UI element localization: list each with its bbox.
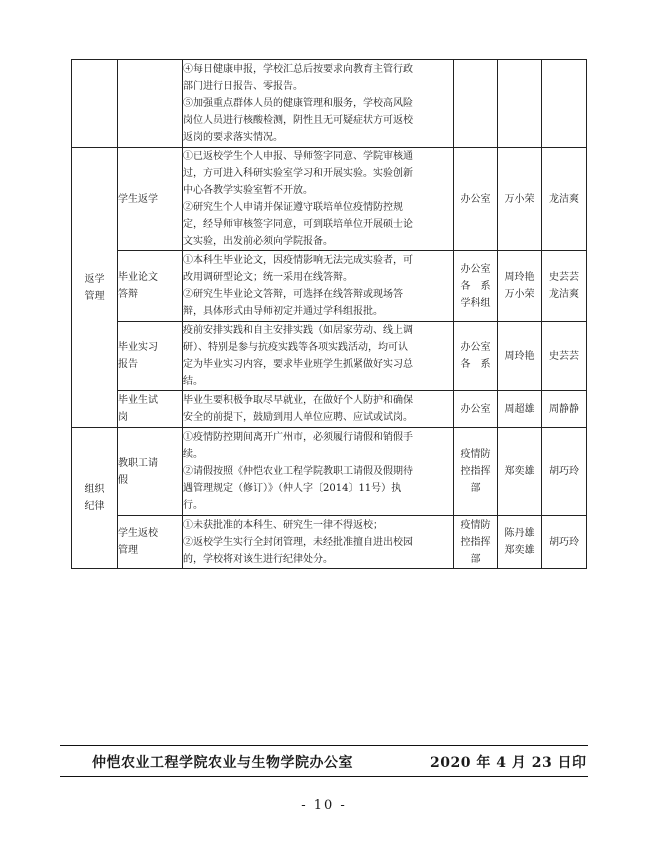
category-label: 纪律 bbox=[84, 501, 105, 512]
content-line: 研）、特别是参与抗疫实践等各项实践活动，均可认 bbox=[183, 342, 408, 353]
person-name: 史芸芸 bbox=[549, 272, 579, 283]
person-name: 郑奕雄 bbox=[504, 466, 535, 477]
content-line: ⑤加强重点群体人员的健康管理和服务，学校高风险 bbox=[183, 98, 413, 109]
content-line: 改用调研型论文；统一采用在线答辩。 bbox=[183, 272, 353, 283]
item-cell bbox=[118, 148, 183, 251]
dept-label: 部 bbox=[470, 553, 481, 565]
content-cell bbox=[183, 60, 454, 148]
person-name: 周静静 bbox=[549, 403, 579, 415]
page-number: - 10 - bbox=[301, 798, 347, 813]
person-cell bbox=[498, 251, 542, 322]
content-line: 疫前安排实践和自主安排实践（如居家劳动、线上调 bbox=[183, 325, 413, 336]
table-row bbox=[72, 428, 587, 516]
table-row bbox=[72, 322, 587, 391]
dept-label: 疫情防 bbox=[460, 519, 491, 531]
person-cell bbox=[498, 516, 542, 569]
item-label: 岗 bbox=[118, 412, 128, 423]
content-line: ②请假按照《仲恺农业工程学院教职工请假及假期待 bbox=[183, 466, 413, 477]
item-cell bbox=[118, 516, 183, 569]
person-cell bbox=[542, 428, 587, 516]
content-line: ④每日健康申报，学校汇总后按要求向教育主管行政 bbox=[183, 64, 413, 75]
item-label: 管理 bbox=[118, 545, 138, 556]
content-line: ①未获批准的本科生、研究生一律不得返校； bbox=[183, 519, 383, 531]
item-label: 毕业论文 bbox=[118, 272, 158, 283]
table-row bbox=[72, 516, 587, 569]
dept-label: 学科组 bbox=[460, 297, 491, 309]
content-cell bbox=[183, 251, 454, 322]
item-label: 学生返学 bbox=[118, 193, 158, 205]
person-name: 万小荣 bbox=[504, 193, 535, 205]
dept-label: 办公室 bbox=[460, 403, 491, 415]
item-label: 毕业实习 bbox=[118, 342, 158, 353]
person-name: 胡巧玲 bbox=[549, 466, 579, 477]
dept-cell bbox=[454, 60, 498, 148]
content-line: 续。 bbox=[183, 449, 203, 460]
category-label: 返学 bbox=[84, 273, 105, 285]
person-cell bbox=[498, 322, 542, 391]
person-cell bbox=[498, 391, 542, 428]
person-name: 万小荣 bbox=[504, 289, 535, 300]
content-line: 遇管理规定（修订）》（仲人字〔2014〕11号）执 bbox=[183, 483, 402, 494]
item-label: 假 bbox=[118, 474, 128, 486]
content-line: ②研究生毕业论文答辩，可选择在线答辩或现场答 bbox=[183, 289, 403, 300]
person-cell bbox=[498, 148, 542, 251]
person-cell bbox=[542, 391, 587, 428]
item-label: 教职工请 bbox=[118, 457, 158, 469]
dept-cell bbox=[454, 322, 498, 391]
person-name: 史芸芸 bbox=[549, 350, 579, 362]
dept-label: 控指挥 bbox=[460, 536, 491, 548]
content-line: 部门进行日报告、零报告。 bbox=[183, 81, 303, 92]
person-name: 陈丹雄 bbox=[504, 528, 535, 539]
item-cell bbox=[118, 251, 183, 322]
person-name: 周玲艳 bbox=[504, 272, 535, 283]
person-name: 胡巧玲 bbox=[549, 536, 579, 548]
content-line: 过，方可进入科研实验室学习和开展实验。实验创新 bbox=[183, 168, 413, 179]
footer-top-rule bbox=[60, 745, 588, 746]
content-line: 文实验，出发前必须向学院报备。 bbox=[183, 236, 333, 247]
table-row bbox=[72, 391, 587, 428]
footer-office: 仲恺农业工程学院农业与生物学院办公室 bbox=[92, 755, 353, 771]
category-cell bbox=[72, 428, 118, 569]
content-line: 定为毕业实习内容，要求毕业班学生抓紧做好实习总 bbox=[183, 359, 413, 370]
dept-label: 控指挥 bbox=[460, 466, 491, 477]
person-name: 周玲艳 bbox=[504, 350, 535, 362]
content-line: ①本科生毕业论文，因疫情影响无法完成实验者，可 bbox=[183, 255, 413, 266]
item-cell bbox=[118, 322, 183, 391]
content-line: 定，经导师审核签字同意，可到联培单位开展硕士论 bbox=[183, 219, 413, 230]
dept-cell bbox=[454, 516, 498, 569]
person-cell bbox=[498, 60, 542, 148]
content-line: 岗位人员进行核酸检测，阴性且无可疑症状方可返校 bbox=[183, 115, 413, 126]
item-cell bbox=[118, 391, 183, 428]
content-line: 辩，具体形式由导师初定并通过学科组报批。 bbox=[183, 306, 383, 317]
content-cell bbox=[183, 148, 454, 251]
person-cell bbox=[542, 322, 587, 391]
item-label: 报告 bbox=[118, 359, 138, 370]
content-cell bbox=[183, 516, 454, 569]
item-cell bbox=[118, 428, 183, 516]
dept-cell bbox=[454, 391, 498, 428]
dept-label: 各 系 bbox=[460, 359, 491, 370]
footer-bottom-rule bbox=[60, 776, 588, 777]
dept-label: 各 系 bbox=[460, 280, 491, 292]
content-line: 安全的前提下，鼓励到用人单位应聘、应试或试岗。 bbox=[183, 412, 413, 423]
person-name: 龙洁爽 bbox=[549, 289, 579, 300]
content-line: 结。 bbox=[183, 376, 203, 387]
category-label: 管理 bbox=[84, 290, 105, 302]
content-line: ②返校学生实行全封闭管理，未经批准擅自进出校园 bbox=[183, 536, 413, 548]
category-label: 组织 bbox=[84, 484, 105, 495]
content-cell bbox=[183, 428, 454, 516]
dept-label: 办公室 bbox=[460, 193, 491, 205]
content-line: 的，学校将对该生进行纪律处分。 bbox=[183, 553, 333, 565]
dept-label: 部 bbox=[470, 483, 481, 494]
content-line: 行。 bbox=[183, 500, 203, 511]
dept-label: 办公室 bbox=[460, 263, 491, 275]
category-cell bbox=[72, 148, 118, 428]
dept-cell bbox=[454, 148, 498, 251]
person-name: 龙洁爽 bbox=[549, 193, 579, 205]
category-cell bbox=[72, 60, 118, 148]
person-cell bbox=[542, 516, 587, 569]
content-cell bbox=[183, 322, 454, 391]
person-name: 周超雄 bbox=[504, 403, 535, 415]
content-line: 返岗的要求落实情况。 bbox=[183, 132, 283, 143]
measures-table bbox=[71, 59, 587, 569]
content-cell bbox=[183, 391, 454, 428]
content-line: 中心各教学实验室暂不开放。 bbox=[183, 185, 313, 196]
content-line: ①已返校学生个人申报、导师签字同意、学院审核通 bbox=[183, 151, 413, 162]
person-cell bbox=[542, 60, 587, 148]
person-cell bbox=[542, 251, 587, 322]
content-line: ①疫情防控期间离开广州市，必须履行请假和销假手 bbox=[183, 432, 413, 443]
table-row bbox=[72, 251, 587, 322]
dept-cell bbox=[454, 251, 498, 322]
table-row bbox=[72, 148, 587, 251]
content-line: ②研究生个人申请并保证遵守联培单位疫情防控规 bbox=[183, 202, 403, 213]
person-cell bbox=[498, 428, 542, 516]
content-line: 毕业生要积极争取尽早就业，在做好个人防护和确保 bbox=[183, 395, 413, 406]
dept-cell bbox=[454, 428, 498, 516]
table-row bbox=[72, 60, 587, 148]
item-label: 毕业生试 bbox=[118, 395, 158, 406]
footer-date: 2020 年 4 月 23 日印 bbox=[430, 755, 587, 771]
person-cell bbox=[542, 148, 587, 251]
person-name: 郑奕雄 bbox=[504, 545, 535, 556]
item-cell bbox=[118, 60, 183, 148]
dept-label: 办公室 bbox=[460, 342, 491, 353]
item-label: 学生返校 bbox=[118, 528, 158, 539]
dept-label: 疫情防 bbox=[460, 449, 491, 460]
item-label: 答辩 bbox=[118, 289, 138, 300]
